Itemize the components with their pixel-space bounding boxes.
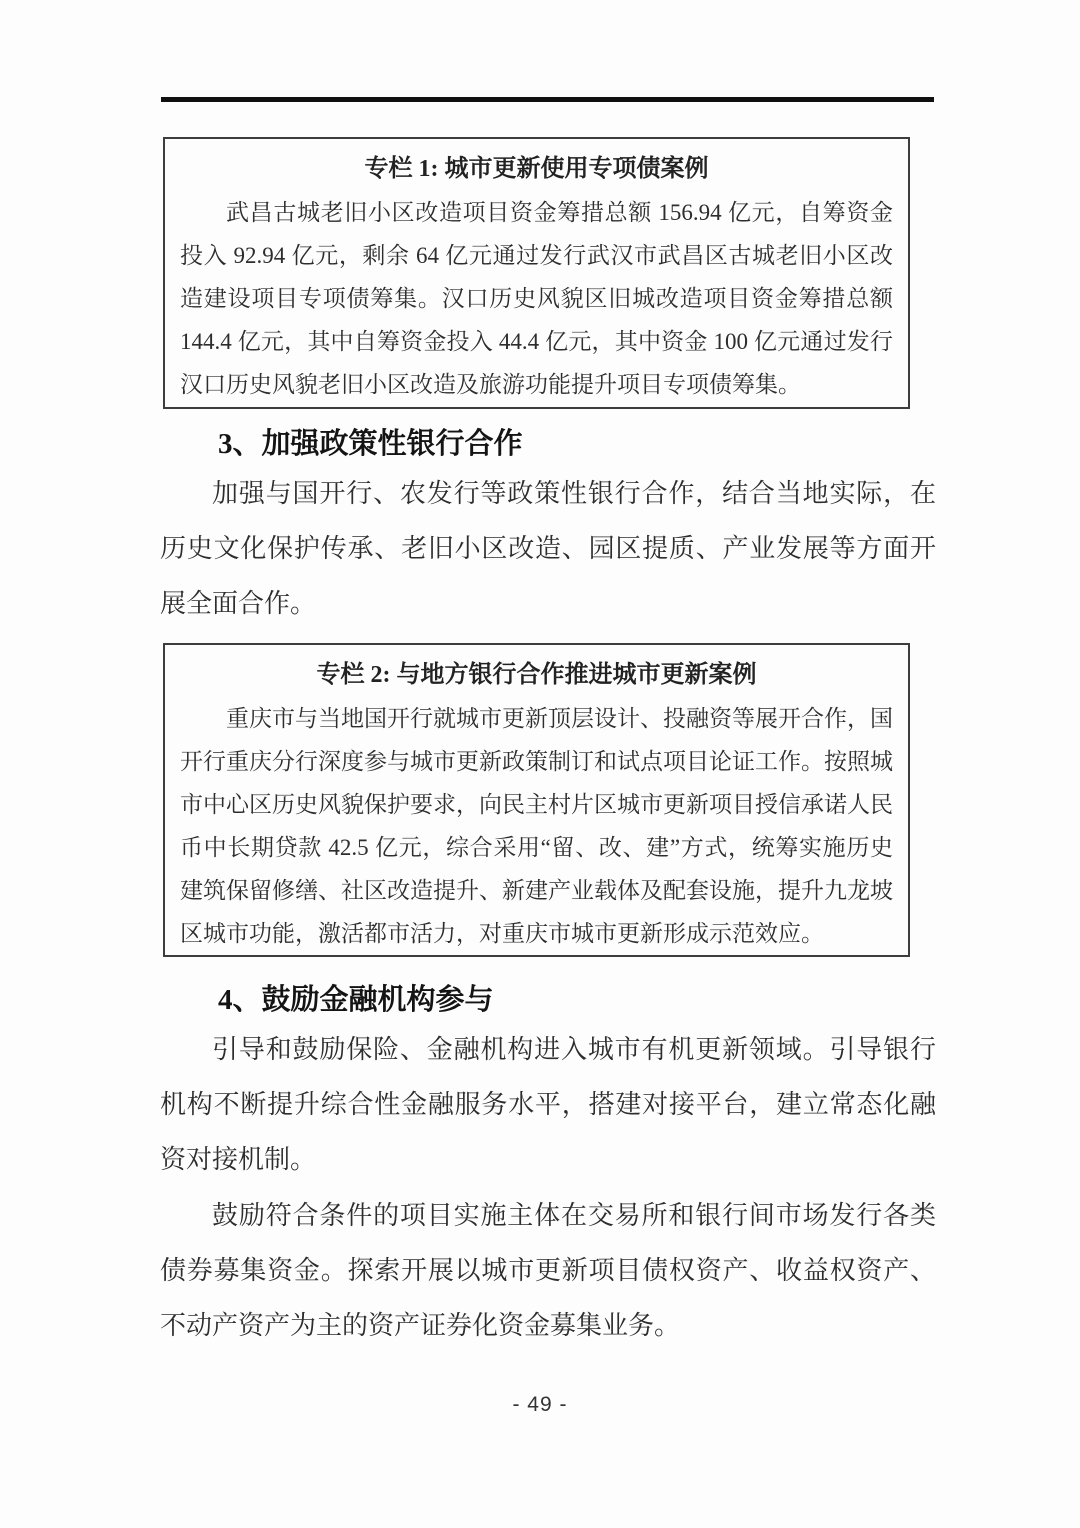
header-rule: [161, 97, 934, 102]
callout-2-body: 重庆市与当地国开行就城市更新顶层设计、投融资等展开合作，国开行重庆分行深度参与城市更新政策制订和试点项目论证工作。按照城市中心区历史风貌保护要求，向民主村片区城市更新项目授信承诺人民币中长期贷款 42.5 亿元，综合采用“留、改、建”方式，统筹实施历史建筑保留修缮、社区改造提升、新建产业载体及配套设施，提升九龙坡区城市功能，激活都市活力，对重庆市城市更新形成示范效应。: [180, 706, 893, 946]
section-4-paragraph-1: 引导和鼓励保险、金融机构进入城市有机更新领域。引导银行机构不断提升综合性金融服务水平，搭建对接平台，建立常态化融资对接机制。: [160, 1035, 936, 1174]
callout-1-title: 专栏 1: 城市更新使用专项债案例: [364, 156, 709, 182]
callout-2-title: 专栏 2: 与地方银行合作推进城市更新案例: [316, 662, 757, 688]
section-3-heading: 3、加强政策性银行合作: [218, 428, 523, 460]
callout-box-1: [163, 137, 910, 409]
section-4-heading: 4、鼓励金融机构参与: [218, 984, 494, 1016]
section-3-paragraph: 加强与国开行、农发行等政策性银行合作，结合当地实际，在历史文化保护传承、老旧小区改造、园区提质、产业发展等方面开展全面合作。: [160, 479, 936, 618]
callout-box-2: [163, 643, 910, 957]
section-4-paragraph-2: 鼓励符合条件的项目实施主体在交易所和银行间市场发行各类债券募集资金。探索开展以城市更新项目债权资产、收益权资产、不动产资产为主的资产证券化资金募集业务。: [160, 1201, 936, 1340]
page-number: - 49 -: [512, 1393, 568, 1416]
callout-1-body: 武昌古城老旧小区改造项目资金筹措总额 156.94 亿元，自筹资金投入 92.94 亿元，剩余 64 亿元通过发行武汉市武昌区古城老旧小区改造建设项目专项债筹集。汉口历史风貌区旧城改造项目资金筹措总额 144.4 亿元，其中自筹资金投入 44.4 亿元，其中资金 100 亿元通过发行汉口历史风貌老旧小区改造及旅游功能提升项目专项债筹集。: [180, 200, 893, 397]
